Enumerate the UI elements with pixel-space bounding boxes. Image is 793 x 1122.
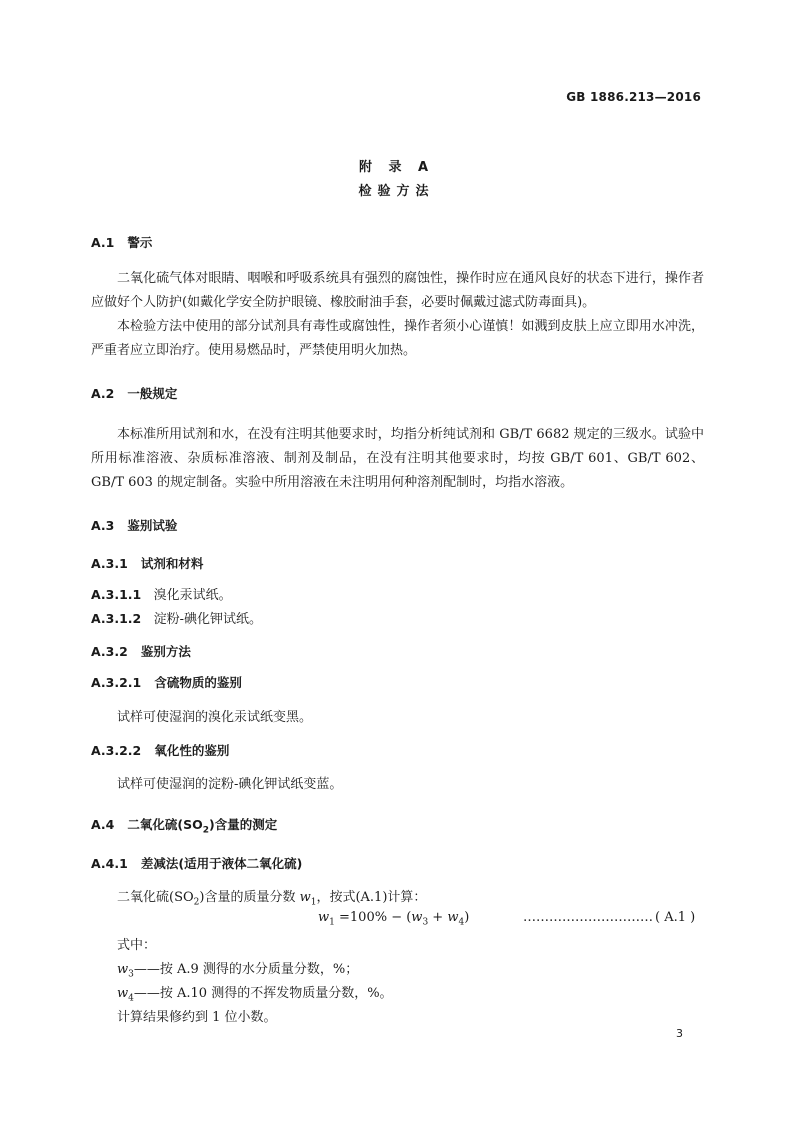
- section-title: 氧化性的鉴别: [154, 743, 230, 758]
- section-a1-body: [91, 267, 704, 363]
- section-number: A.3.2.1: [91, 675, 142, 690]
- section-a321-heading: [91, 673, 242, 691]
- formula-a1: $w_1 =100\% - (w_3 + w_4)$: [318, 910, 470, 928]
- clause-a321-text: 试样可使湿润的溴化汞试纸变黑。: [117, 710, 313, 725]
- section-a2-heading: [91, 384, 177, 402]
- formula-leader-dots: …………………………: [523, 910, 653, 925]
- paragraph: 本检验方法中使用的部分试剂具有毒性或腐蚀性，操作者须小心谨慎！如溅到皮肤上应立即用水冲洗，严重者应立即治疗。使用易燃品时，严禁使用明火加热。: [91, 319, 704, 358]
- section-number: A.3.2.2: [91, 743, 142, 758]
- variable-w3-definition: $w_3——$按 A.9 测得的水分质量分数，%；: [117, 962, 359, 980]
- section-a322-heading: [91, 741, 229, 759]
- clause-a312: [91, 608, 262, 627]
- formula-number: ( A.1 ): [655, 910, 696, 925]
- section-a32-heading: [91, 642, 191, 660]
- section-a1-heading: [91, 233, 152, 251]
- section-number: A.3.1: [91, 556, 128, 571]
- section-a3-heading: [91, 516, 177, 534]
- section-title: 二氧化硫$(SO_2)$含量的测定: [127, 817, 278, 836]
- section-number: A.3.2: [91, 644, 128, 659]
- section-title: 含硫物质的鉴别: [154, 675, 242, 690]
- standard-code: GB 1886.213—2016: [566, 90, 701, 104]
- section-number: A.1: [91, 235, 115, 250]
- section-title: 差减法(适用于液体二氧化硫): [140, 856, 303, 871]
- section-a31-heading: [91, 554, 203, 572]
- section-title: 鉴别试验: [127, 518, 178, 533]
- clause-number: A.3.1.2: [91, 611, 142, 626]
- variable-w4-definition: $w_4——$按 A.10 测得的不挥发物质量分数，%。: [117, 986, 393, 1004]
- rounding-note: 计算结果修约到 1 位小数。: [117, 1010, 277, 1025]
- section-a4-heading: [91, 815, 277, 836]
- page-number: 3: [676, 1027, 683, 1040]
- appendix-title: 附 录 A: [358, 160, 435, 175]
- clause-text: 淀粉-碘化钾试纸。: [153, 612, 263, 627]
- section-a2-body: [91, 423, 704, 495]
- section-title: 警示: [127, 235, 153, 250]
- section-title: 试剂和材料: [140, 556, 204, 571]
- section-title: 鉴别方法: [140, 644, 191, 659]
- section-number: A.2: [91, 386, 115, 401]
- section-number: A.3: [91, 518, 115, 533]
- clause-text: 溴化汞试纸。: [153, 588, 232, 603]
- section-title: 一般规定: [127, 386, 178, 401]
- section-a41-heading: [91, 854, 302, 872]
- paragraph: 二氧化硫气体对眼睛、咽喉和呼吸系统具有强烈的腐蚀性，操作时应在通风良好的状态下进行，操作者应做好个人防护(如戴化学安全防护眼镜、橡胶耐油手套，必要时佩戴过滤式防毒面具)。: [91, 271, 704, 310]
- clause-a311: [91, 584, 232, 603]
- clause-number: A.3.1.1: [91, 587, 142, 602]
- where-label: 式中：: [117, 938, 157, 953]
- section-number: A.4: [91, 817, 115, 832]
- section-number: A.4.1: [91, 856, 128, 871]
- clause-a322-text: 试样可使湿润的淀粉-碘化钾试纸变蓝。: [117, 777, 343, 792]
- appendix-subtitle: 检验方法: [358, 184, 435, 199]
- formula-intro: 二氧化硫$(SO_2)$含量的质量分数 $w_1$，按式(A.1)计算：: [117, 890, 427, 908]
- paragraph: 本标准所用试剂和水，在没有注明其他要求时，均指分析纯试剂和 GB/T 6682 规定的三级水。试验中所用标准溶液、杂质标准溶液、制剂及制品，在没有注明其他要求时，均按 GB/T 601、GB/T 602、GB/T 603 的规定制备。实验中所用溶液在未注明用何种溶剂配制时，均指水溶液。: [91, 427, 704, 490]
